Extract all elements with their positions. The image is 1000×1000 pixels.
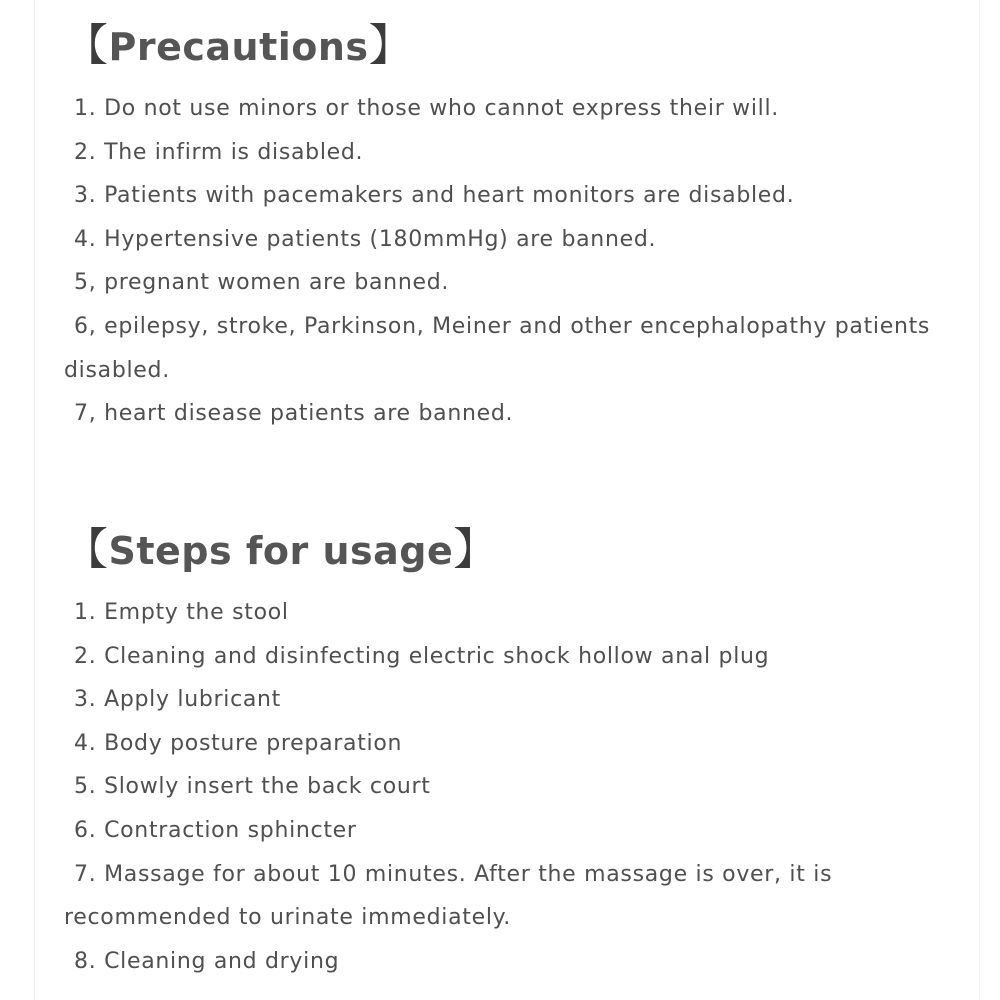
steps-list (64, 591, 964, 983)
steps-title: Steps for usage (108, 529, 454, 573)
precaution-item: 4. Hypertensive patients (180mmHg) are banned. (74, 226, 657, 252)
right-edge-divider (979, 0, 980, 1000)
left-edge-divider (34, 0, 35, 1000)
step-item: 8. Cleaning and drying (74, 948, 340, 974)
steps-heading (64, 522, 964, 579)
step-item: 2. Cleaning and disinfecting electric shock hollow anal plug (74, 643, 770, 669)
precaution-item-continuation (64, 349, 964, 393)
precaution-item: 1. Do not use minors or those who cannot express their will. (74, 96, 779, 121)
step-item: 3. Apply lubricant (74, 687, 282, 713)
step-item-continuation (64, 896, 964, 940)
step-item: 5. Slowly insert the back court (74, 774, 431, 800)
continuation-text: recommended to urinate immediately. (64, 905, 511, 931)
step-item: 7. Massage for about 10 minutes. After the massage is over, it is (74, 861, 833, 887)
continuation-text: disabled. (64, 357, 170, 383)
heading-bracket-open: 【 (64, 20, 109, 71)
precautions-section (64, 18, 964, 436)
heading-bracket-close: 】 (368, 20, 414, 71)
steps-section (64, 522, 964, 983)
heading-bracket-open: 【 (64, 524, 109, 575)
heading-bracket-close: 】 (453, 524, 498, 575)
precautions-title: Precautions (108, 25, 369, 69)
step-item: 1. Empty the stool (74, 600, 289, 625)
precaution-item: 2. The infirm is disabled. (74, 139, 364, 165)
precaution-item: 7, heart disease patients are banned. (74, 401, 514, 427)
precautions-list (64, 87, 964, 436)
precaution-item: 5, pregnant women are banned. (74, 270, 450, 296)
step-item: 4. Body posture preparation (74, 730, 403, 756)
precautions-heading (64, 18, 964, 75)
precaution-item: 6, epilepsy, stroke, Parkinson, Meiner and other encephalopathy patients (74, 313, 931, 339)
step-item: 6. Contraction sphincter (74, 817, 357, 843)
precaution-item: 3. Patients with pacemakers and heart monitors are disabled. (74, 183, 795, 209)
